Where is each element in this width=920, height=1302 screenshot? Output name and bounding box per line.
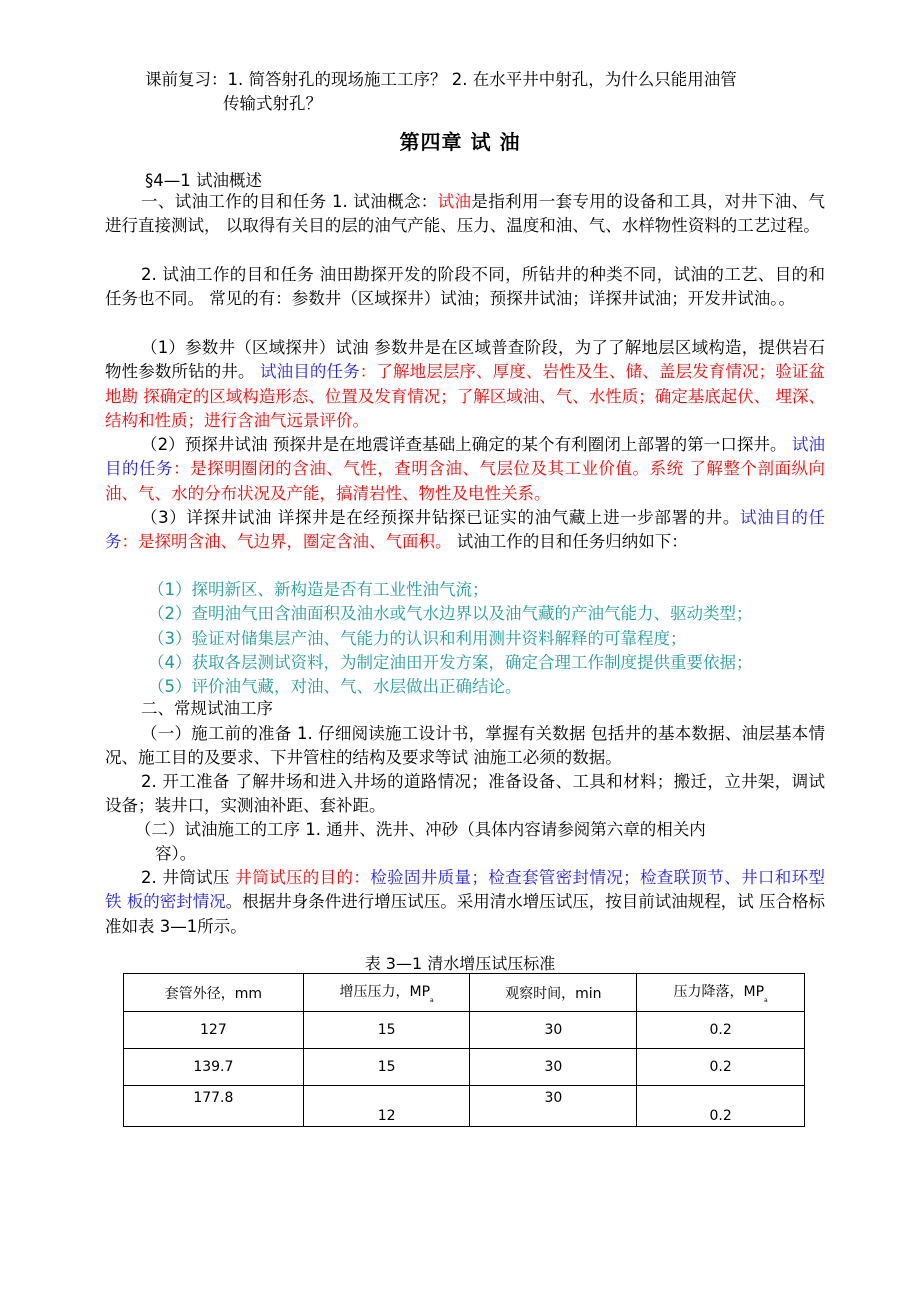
header-pressure-sub: a: [430, 997, 434, 1004]
table-cell: 0.2: [637, 1049, 805, 1086]
table-cell: 177.8: [124, 1086, 304, 1127]
review-line-1: 课前复习：1. 简答射孔的现场施工工序？ 2. 在水平井中射孔，为什么只能用油管: [145, 70, 737, 89]
para9-prefix: 2. 井筒试压: [141, 868, 236, 887]
para9-rest: 。根据井身条件进行增压试压。采用清水增压试压，按目前试油规程，试 压合格标准如表 3—1所示。: [105, 892, 825, 936]
table-row: [124, 1049, 805, 1086]
table-cell: 127: [124, 1012, 304, 1049]
header-pressure-label: 增压压力，MP: [339, 984, 431, 1000]
list-item: （5）评价油气藏，对油、气、水层做出正确结论。: [148, 677, 522, 696]
header-drop-label: 压力降落，MP: [673, 984, 765, 1000]
list-item: （1）探明新区、新构造是否有工业性油气流；: [148, 580, 489, 599]
header-drop-sub: a: [764, 997, 768, 1004]
para3-task-label: 试油目的任务: [259, 362, 360, 382]
table-cell: 15: [303, 1049, 470, 1086]
list-item: （2）查明油气田含油面积及油水或气水边界以及油气藏的产油气能力、驱动类型；: [148, 604, 753, 623]
table-cell: 15: [303, 1012, 470, 1049]
paragraph-overview: [105, 190, 825, 239]
para4-text: （2）预探井试油 预探井是在地震详查基础上确定的某个有利圈闭上部署的第一口探井。: [141, 435, 792, 454]
pressure-test-table: [123, 973, 805, 1127]
para4-task-label: 试油目的任务: [105, 435, 825, 479]
para9-purpose-text: 检验固井质量；检查套管密封情况；检查联顶节、井口和环型铁 板的密封情况: [105, 868, 826, 912]
paragraph-startup: 2. 开工准备 了解井场和进入井场的道路情况；准备设备、工具和材料；搬迁，立井架，调试 设备；装井口，实测油补距、套补距。: [105, 772, 825, 816]
list-item: （4）获取各层测试资料，为制定油田开发方案，确定合理工作制度提供重要依据；: [148, 653, 753, 672]
header-casing-od: 套管外径，mm: [124, 974, 304, 1012]
para1-rest: 是指利用一套专用的设备和工具，对井下油、气进行直接测试， 以取得有关目的层的油气产能、压力、温度和油、气、水样物性资料的工艺过程。: [105, 192, 826, 236]
para9-purpose-label: 井筒试压的目的：: [235, 868, 371, 887]
para5-tail: 试油工作的目和任务归纳如下：: [451, 532, 688, 552]
review-question: [145, 68, 835, 116]
term-shiyou: 试油: [437, 192, 472, 211]
paragraph-purpose: 2. 试油工作的目和任务 油田勘探开发的阶段不同，所钻井的种类不同，试油的工艺、目的和任务也不同。 常见的有：参数井（区域探井）试油；预探井试油；详探井试油；开发井试油。。: [105, 265, 825, 309]
header-observation-time: 观察时间，min: [470, 974, 637, 1012]
table-cell: 0.2: [637, 1086, 805, 1127]
header-pressure: [303, 974, 470, 1012]
para5-text: （3）详探井试油 详探井是在经预探井钻探已证实的油气藏上进一步部署的井。: [141, 508, 741, 527]
table-header-row: [124, 974, 805, 1012]
paragraph-pressure-test: [105, 866, 825, 939]
section-2-heading: 二、常规试油工序: [141, 699, 273, 718]
table-cell: 30: [470, 1012, 637, 1049]
review-line-2: 传输式射孔？: [223, 94, 322, 113]
para3-task-text: ：了解地层层序、厚度、岩性及生、储、盖层发育情况；验证盆地勘 探确定的区域构造形态、位置及发育情况；了解区域油、气、水性质；确定基底起伏、 埋深、结构和性质；进行含油气远景评价。: [105, 362, 825, 430]
section-heading: §4—1 试油概述: [145, 171, 262, 190]
table-cell: 0.2: [637, 1012, 805, 1049]
para5-task-label: 试油目的任务: [105, 508, 826, 552]
table-cell: 139.7: [124, 1049, 304, 1086]
para3-text: （1）参数井（区域探井）试油 参数井是在区域普查阶段，为了了解地层区域构造，提供岩石物性参数所钻的井。: [105, 338, 825, 382]
paragraph-detailed-well: [105, 506, 825, 555]
para8-line-2: 容）。: [155, 844, 197, 864]
table-cell: 30: [470, 1049, 637, 1086]
table-cell: 12: [303, 1086, 470, 1127]
list-item: （3）验证对储集层产油、气能力的认识和利用测井资料解释的可靠程度；: [148, 629, 687, 648]
table-row: [124, 1012, 805, 1049]
para8-line-1: （二）试油施工的工序 1. 通井、洗井、冲砂（具体内容请参阅第六章的相关内: [135, 820, 706, 839]
paragraph-preliminary-well: [105, 433, 825, 506]
para4-task-text: ：是探明圈闭的含油、气性，查明含油、气层位及其工业价值。系统 了解整个剖面纵向油、气、水的分布状况及产能，搞清岩性、物性及电性关系。: [105, 459, 826, 503]
table-row: [124, 1086, 805, 1127]
paragraph-preparation: （一）施工前的准备 1. 仔细阅读施工设计书，掌握有关数据 包括井的基本数据、油层基本情况、施工目的及要求、下井管柱的结构及要求等试 油施工必须的数据。: [105, 724, 825, 768]
table-cell: 30: [470, 1086, 637, 1127]
para5-task-text: ：是探明含油、气边界，圈定含油、气面积。: [121, 532, 452, 552]
chapter-title: 第四章 试 油: [399, 130, 521, 154]
header-pressure-drop: [637, 974, 805, 1012]
para1-prefix: 一、试油工作的目和任务 1. 试油概念：: [141, 192, 438, 211]
paragraph-parameter-well: [105, 336, 825, 433]
table-caption: 表 3—1 清水增压试压标准: [364, 954, 556, 973]
paragraph-procedure: [135, 818, 835, 867]
